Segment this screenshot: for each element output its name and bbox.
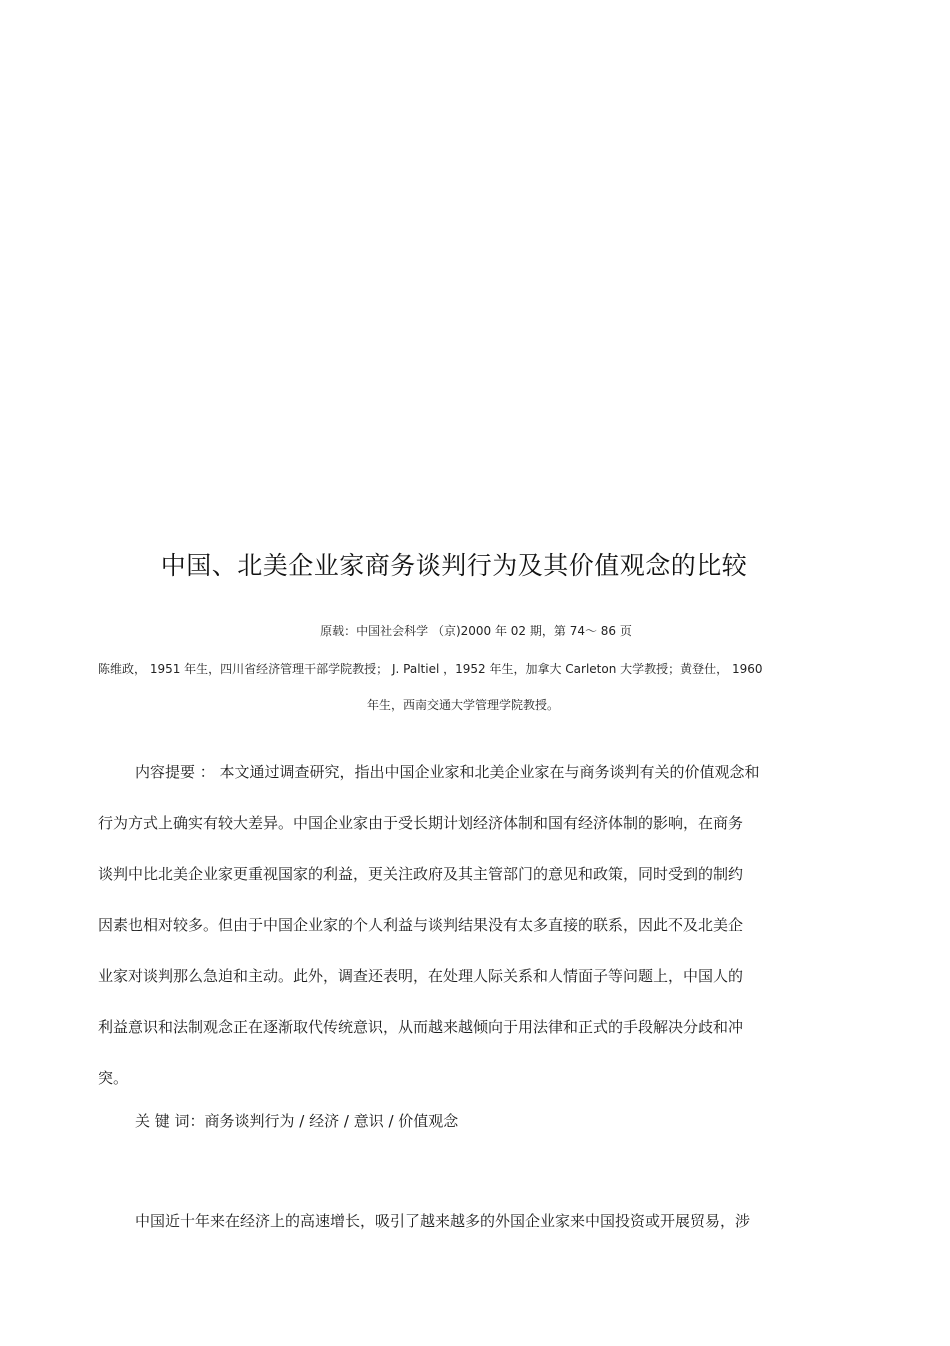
abstract-line: 谈判中比北美企业家更重视国家的利益，更关注政府及其主管部门的意见和政策，同时受到的制约: [98, 865, 744, 883]
abstract: [98, 760, 798, 1117]
source-citation: 原载：中国社会科学 （京)2000 年 02 期，第 74～ 86 页: [320, 624, 632, 638]
abstract-line: 内容提要 ： 本文通过调查研究，指出中国企业家和北美企业家在与商务谈判有关的价值观念和: [135, 763, 760, 781]
body-paragraph-start: 中国近十年来在经济上的高速增长，吸引了越来越多的外国企业家来中国投资或开展贸易，涉: [135, 1212, 751, 1230]
abstract-line: 业家对谈判那么急迫和主动。此外，调查还表明，在处理人际关系和人情面子等问题上，中国人的: [98, 967, 744, 985]
abstract-line: 因素也相对较多。但由于中国企业家的个人利益与谈判结果没有太多直接的联系，因此不及北美企: [98, 916, 744, 934]
author-info-line-1: 陈维政， 1951 年生，四川省经济管理干部学院教授； J. Paltiel ，1952 年生，加拿大 Carleton 大学教授；黄登仕， 1960: [98, 662, 763, 676]
abstract-line: 利益意识和法制观念正在逐渐取代传统意识，从而越来越倾向于用法律和正式的手段解决分歧和冲: [98, 1018, 744, 1036]
abstract-line: 突。: [98, 1069, 129, 1087]
abstract-line: 行为方式上确实有较大差异。中国企业家由于受长期计划经济体制和国有经济体制的影响，在商务: [98, 814, 744, 832]
keywords: 关 键 词：商务谈判行为 / 经济 / 意识 / 价值观念: [135, 1112, 459, 1130]
paper-title: 中国、北美企业家商务谈判行为及其价值观念的比较: [160, 551, 748, 580]
author-info-line-2: 年生，西南交通大学管理学院教授。: [366, 698, 559, 712]
